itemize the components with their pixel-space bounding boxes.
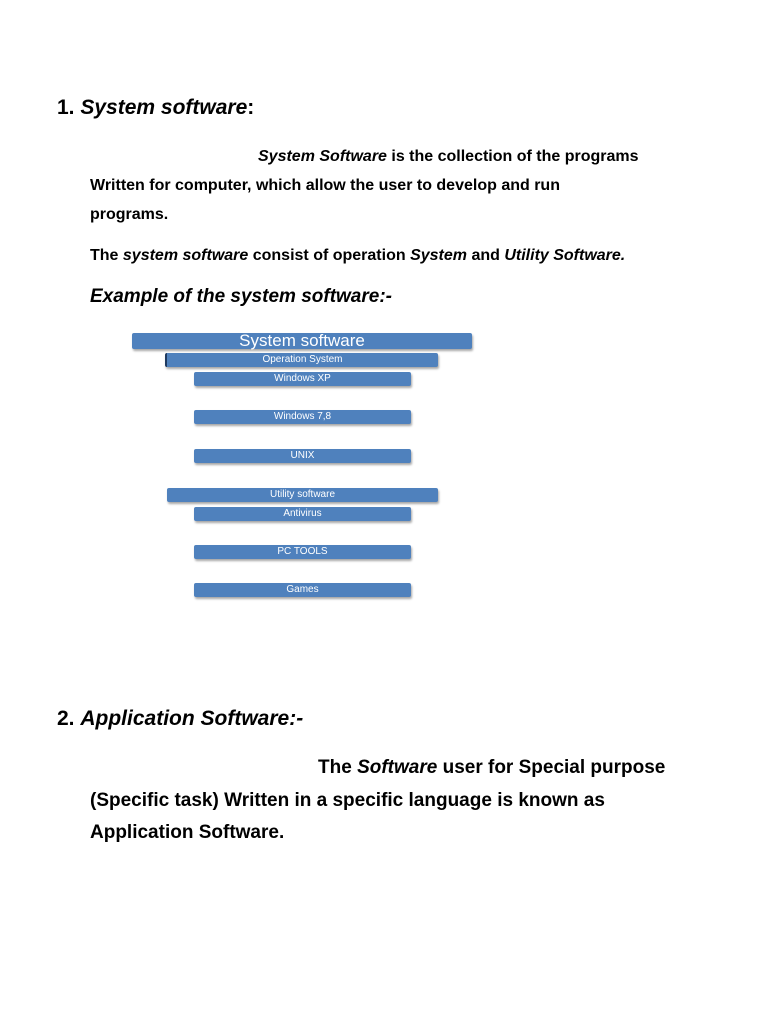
section-1-para-2: The system software consist of operation System and Utility Software.	[90, 247, 626, 264]
section-1-title: System software	[80, 96, 248, 119]
diagram-item-windows-7-8: Windows 7,8	[194, 410, 411, 424]
diagram-group-operation-system: Operation System	[165, 353, 438, 367]
section-1-number: 1.	[57, 96, 75, 119]
section-1-para-1-line-2: Written for computer, which allow the user to develop and run	[90, 177, 560, 194]
section-2-heading	[57, 707, 303, 731]
section-2-para-line-3: Application Software.	[90, 822, 285, 843]
section-2-para-line-1: The Software user for Special purpose	[318, 757, 666, 778]
diagram-item-games: Games	[194, 583, 411, 597]
system-software-term: System Software	[258, 148, 387, 165]
example-heading: Example of the system software:-	[90, 286, 392, 307]
software-term: Software	[357, 757, 438, 778]
diagram-group-utility-software: Utility software	[167, 488, 438, 502]
diagram-item-antivirus: Antivirus	[194, 507, 411, 521]
diagram-item-windows-xp: Windows XP	[194, 372, 411, 386]
section-2-title: Application Software:-	[80, 707, 304, 730]
section-1-heading	[57, 96, 254, 120]
section-1-para-1-line-3: programs.	[90, 206, 169, 223]
section-1-title-suffix: :	[247, 96, 255, 119]
section-2-para-line-2: (Specific task) Written in a specific language is known as	[90, 790, 605, 811]
diagram-item-unix: UNIX	[194, 449, 411, 463]
section-1-para-1-line-1: System Software is the collection of the programs	[258, 148, 639, 165]
section-2-number: 2.	[57, 707, 75, 730]
diagram-item-pc-tools: PC TOOLS	[194, 545, 411, 559]
diagram-root-system-software: System software	[132, 333, 472, 349]
